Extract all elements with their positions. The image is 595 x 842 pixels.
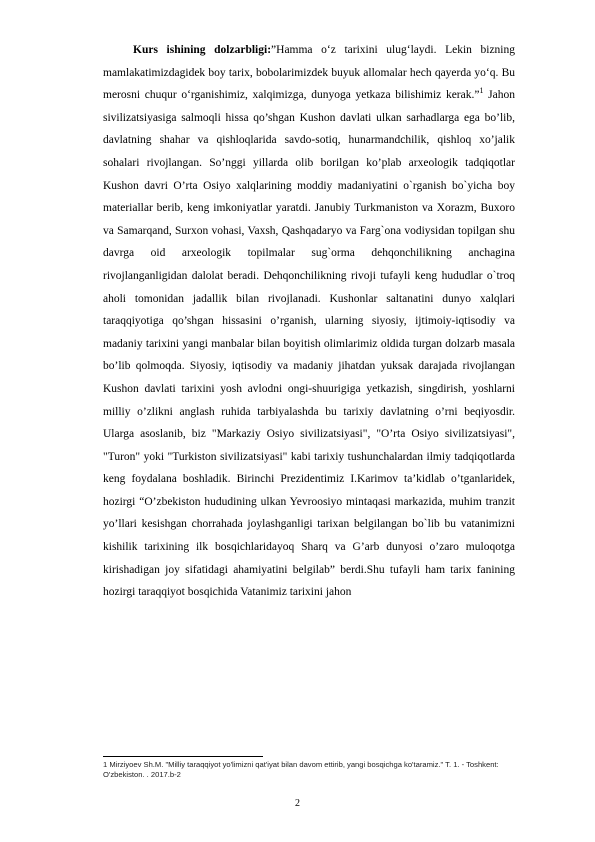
footnote-reference[interactable]: 1 [479, 86, 484, 96]
page-number: 2 [295, 798, 300, 809]
paragraph-main-text: Jahon sivilizatsiyasiga salmoqli hissa qo’shgan Kushon davlati ulkan sarhadlarga ega bo’lib, davlatning shahar va qishloqlarida savdo-sotiq, hunarmandchilik, qishloq xo’jalik sohalari rivojlangan. So’nggi yillarda olib borilgan ko’plab arxeologik tadqiqotlar Kushon davri O’rta Osiyo xalqlarining moddiy madaniyatini o`rganish bo`yicha boy materiallar berib, keng imkoniyatlar yaratdi. Janubiy Turkmaniston va Xorazm, Buxoro va Samarqand, Surxon vohasi, Vaxsh, Qashqadaryo va Farg`ona vodiysidan topilgan shu davrga oid arxeologik topilmalar sug`orma dehqonchilikning anchagina rivojlanganligidan dalolat beradi. Dehqonchilikning rivoji tufayli keng hududlar o`troq aholi tomonidan jadallik bilan rivojlanadi. Kushonlar saltanatini dunyo xalqlari taraqqiyotiga qo’shgan hissasini o’rganish, ularning siyosiy, ijtimoiy-iqtisodiy va madaniy tarixini yangi manbalar bilan boyitish olimlarimiz oldida turgan dolzarb masala bo’lib qolmoqda. Siyosiy, iqtisodiy va madaniy jihatdan yuksak darajada rivojlangan Kushon davlati tarixini yosh avlodni ongi-shuurigiga yetkazish, singdirish, yoshlarni milliy o’zlikni anglash ruhida tarbiyalashda bu tarixiy davlatning o’rni beqiyosdir. Ularga asoslanib, biz "Markaziy Osiyo sivilizatsiyasi", "O’rta Osiyo sivilizatsiyasi", "Turon" yoki "Turkiston sivilizatsiyasi" kabi tarixiy tushunchalardan ilmiy tadqiqotlarda keng foydalana boshladik. Birinchi Prezidentimiz I.Karimov ta’kidlab o’tganlaridek, hozirgi “O’zbekiston hududining ulkan Yevroosiyo mintaqasi markazida, muhim tranzit yo’llari kesishgan chorrahada joylashganligi tarixan belgilangan bo`lib bu vatanimizni kishilik tarixining ilk bosqichlaridayoq Sharq va G’arb dunyosi o’zaro muloqotga kirishadigan joy sifatidagi ahamiyatini belgilab” berdi.Shu tufayli ham tarix fanining hozirgi taraqqiyot bosqichida Vatanimiz tarixini jahon [103, 89, 515, 599]
section-heading: Kurs ishining dolzarbligi: [133, 44, 272, 56]
footnote-separator [103, 756, 263, 757]
footnote-text: 1 Mirziyoev Sh.M. "Milliy taraqqiyot yo'limizni qat'iyat bilan davom ettirib, yangi bosqichga ko'taramiz." T. 1. - Toshkent: O'zbekiston. . 2017.b-2 [103, 760, 499, 779]
body-paragraph [103, 39, 515, 604]
paragraph-quote-text: ”Hamma o‘z tarixini ulug‘laydi. Lekin bizning mamlakatimizdagidek boy tarix, bobolarimizdek buyuk allomalar hech qayerda yo‘q. Bu merosni chuqur o‘rganishimiz, xalqimizga, dunyoga yetkaza bilishimiz kerak.” [103, 44, 516, 102]
